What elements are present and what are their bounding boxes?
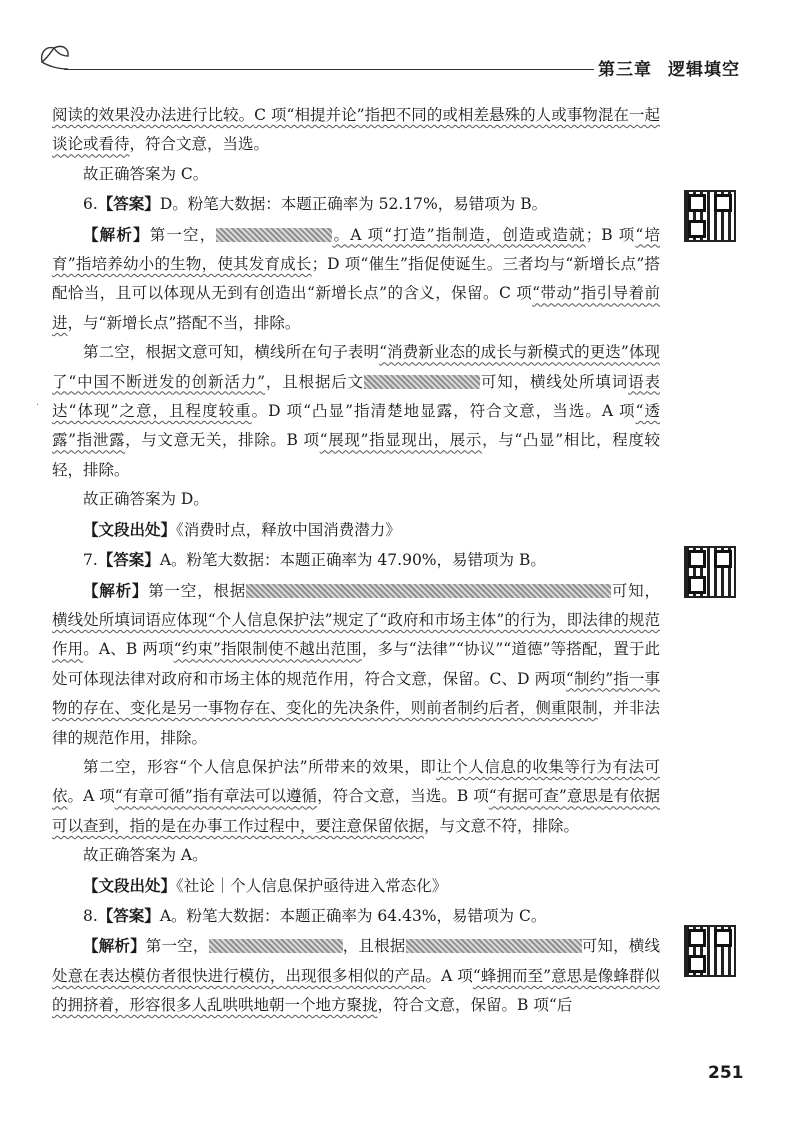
text-run: 可知， — [611, 581, 660, 600]
question-number: 8. — [83, 906, 98, 925]
analysis-paragraph — [52, 753, 660, 841]
underlined-text: 横线处所填词语应体现“个人信息保护法”规定了“政府和市场主体”的行为，即法律的规范作用 — [52, 610, 660, 659]
text-run: ，与“凸显”相比，程度较轻，排除。 — [52, 431, 660, 479]
text-run: ；B 项 — [585, 225, 636, 244]
redacted-text — [209, 939, 343, 953]
redacted-text — [364, 375, 480, 389]
underlined-text: “带动”指引导着前进 — [52, 284, 660, 332]
leaf-icon — [38, 40, 72, 70]
question-7-answer — [52, 545, 660, 575]
question-number: 6. — [83, 195, 98, 214]
source-text: 《社论｜个人信息保护亟待进入常态化》 — [176, 876, 448, 895]
text-run: 。A 项 — [67, 787, 115, 806]
text-run: ；D 项“催生”指促使诞生。三者均与“新增长点”搭配恰当，且可以体现从无到有创造出“新增长点”的含义，保留。C 项 — [52, 255, 660, 303]
answer-text: A。粉笔大数据：本题正确率为 47.90%，易错项为 B。 — [159, 551, 546, 570]
underlined-text: “有据可查”意思是有依据可以查到，指的是在办事工作过程中，要注意保留依据 — [52, 787, 660, 835]
analysis-label: 【解析】 — [83, 224, 150, 244]
underlined-text: 让个人信息的收集等行为有法可依 — [52, 757, 660, 806]
text-run: 第二空，根据文意可知，横线所在句子表明 — [83, 343, 380, 362]
underlined-text: “透露”指泄露 — [52, 402, 660, 450]
underlined-text: 。A 项“打造”指制造，创造或造就 — [332, 225, 586, 244]
redacted-text — [406, 939, 582, 953]
answer-label: 【答案】 — [97, 550, 160, 570]
text-run: 第一空，根据 — [148, 581, 247, 600]
question-6-answer — [52, 189, 660, 219]
qr-code-icon[interactable] — [684, 190, 736, 242]
qr-code-icon[interactable] — [684, 925, 736, 977]
underlined-text: “约束”指限制使不越出范围 — [173, 640, 362, 659]
underlined-text: “有章可循”指有章法可以遵循 — [114, 787, 318, 806]
text-run: 可知，横线 — [581, 937, 660, 956]
answer-conclusion: 故正确答案为 A。 — [83, 846, 208, 865]
text-run: 。A 项 — [425, 966, 473, 985]
underlined-text: “消费新业态的成长与新模式的更迭”体现了“中国不断迸发的创新活力” — [52, 343, 660, 391]
source-line — [52, 515, 660, 545]
analysis-label: 【解析】 — [83, 936, 146, 956]
underlined-text: 处意在表达模仿者很快进行模仿，出现很多相似的产品 — [52, 966, 426, 985]
redacted-text — [216, 228, 332, 242]
text-run: ，且根据后文 — [265, 372, 365, 391]
underlined-text: “蜂拥而至”意思是像蜂群似的拥挤着，形容很多人乱哄哄地朝一个地方聚拢 — [52, 966, 660, 1015]
text-run: ，多与“法律”“协议”“道德”等搭配，置于此处可体现法律对政府和市场主体的规范作用，符合文意，保留。C、D 两项 — [52, 640, 661, 688]
source-line — [52, 871, 660, 901]
answer-text: A。粉笔大数据：本题正确率为 64.43%，易错项为 C。 — [159, 906, 547, 925]
analysis-paragraph — [52, 338, 660, 485]
paragraph — [52, 101, 660, 160]
text-run: ，与文意无关，排除。B 项 — [125, 431, 320, 450]
text-run: 。A、B 两项 — [83, 640, 174, 659]
chapter-number: 第三章 — [598, 60, 652, 80]
redacted-text — [246, 584, 611, 598]
answer-text: D。粉笔大数据：本题正确率为 52.17%，易错项为 B。 — [159, 195, 548, 214]
question-8-answer — [52, 901, 660, 931]
qr-code-icon[interactable] — [684, 546, 736, 598]
text-run: ，并非法律的规范作用，排除。 — [52, 699, 660, 747]
text-run: ，符合文意，保留。B 项“后 — [377, 996, 573, 1015]
page-body — [52, 101, 660, 1021]
underlined-text: C 项“相提并论”指把不同的或相差悬殊的人或事物混在一起谈论或看待 — [52, 106, 660, 154]
analysis-paragraph — [52, 576, 660, 753]
text-run: ，与文意不符，排除。 — [424, 816, 580, 835]
header-rule — [64, 69, 594, 70]
text-run: 。D 项“凸显”指清楚地显露，符合文意，当选。A 项 — [251, 402, 636, 421]
page-header — [0, 0, 800, 90]
text-run: ，且根据 — [342, 937, 406, 956]
answer-label: 【答案】 — [97, 905, 160, 925]
chapter-title — [598, 55, 740, 80]
analysis-paragraph — [52, 931, 660, 1020]
text-run: ，与“新增长点”搭配不当，排除。 — [67, 313, 301, 332]
text-run: 第二空，形容“个人信息保护法”所带来的效果，即 — [83, 757, 437, 776]
margin-mark: · — [36, 400, 40, 411]
underlined-text: 语表达“体现”之意，且程度较重 — [52, 372, 660, 421]
chapter-section: 逻辑填空 — [668, 60, 740, 80]
underlined-text: “培育”指培养幼小的生物，使其发育成长 — [52, 225, 660, 274]
text-run: 第一空， — [149, 225, 217, 244]
underlined-text: “展现”指显现出，展示 — [319, 431, 483, 450]
analysis-label: 【解析】 — [83, 580, 149, 600]
answer-conclusion: 故正确答案为 C。 — [83, 164, 209, 183]
source-label: 【文段出处】 — [83, 519, 177, 539]
analysis-paragraph — [52, 220, 660, 339]
underlined-text: 阅读的效果没办法进行比较。 — [52, 106, 255, 124]
text-run: 第一空， — [145, 937, 209, 956]
answer-label: 【答案】 — [97, 194, 160, 214]
text-run: 可知，横线处所填词 — [480, 372, 629, 391]
question-number: 7. — [83, 551, 98, 570]
text-run: ，符合文意，当选。 — [129, 135, 270, 154]
underlined-text: “制约”指一事物的存在、变化是另一事物存在、变化的先决条件，则前者制约后者，侧重限制 — [52, 669, 660, 718]
source-label: 【文段出处】 — [83, 875, 177, 895]
answer-conclusion: 故正确答案为 D。 — [83, 490, 209, 509]
text-run: ，符合文意，当选。B 项 — [317, 787, 489, 806]
source-text: 《消费时点，释放中国消费潜力》 — [176, 520, 401, 539]
page-number: 251 — [708, 1063, 744, 1083]
